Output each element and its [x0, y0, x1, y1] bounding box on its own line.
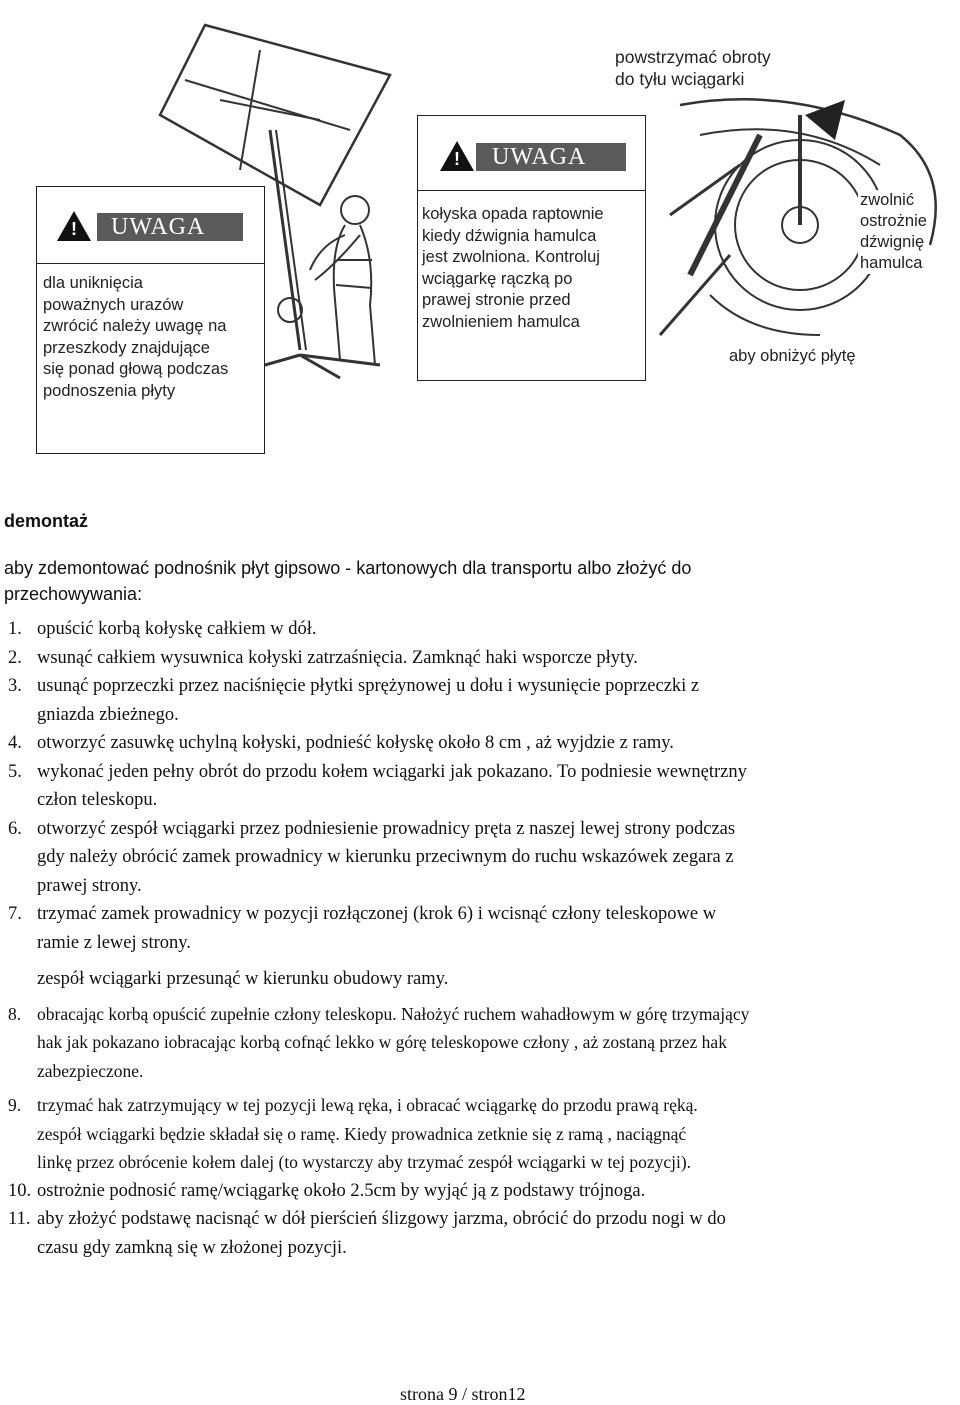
list-item: 11. aby złożyć podstawę nacisnąć w dół pierścień ślizgowy jarzma, obrócić do przodu nogi w do czasu gdy zamkną się w złożonej pozycji.	[8, 1209, 726, 1258]
warning-text: dla uniknięcia poważnych urazów zwrócić należy uwagę na przeszkody znajdujące się ponad głową podczas podnoszenia płyty	[43, 274, 229, 400]
top-note: powstrzymać obroty do tyłu wciągarki	[615, 47, 771, 89]
list-item: 5. wykonać jeden pełny obrót do przodu kołem wciągarki jak pokazano. To podniesie wewnętrzny człon teleskopu.	[8, 761, 747, 810]
warning-triangle-icon: !	[440, 141, 474, 171]
warning-title: UWAGA	[492, 143, 587, 170]
warning-header	[476, 143, 626, 171]
list-item: 2. wsunąć całkiem wysuwnica kołyski zatrzaśnięcia. Zamknąć haki wsporcze płyty.	[8, 647, 638, 668]
steps-list	[8, 615, 948, 1262]
list-item: 3. usunąć poprzeczki przez naciśnięcie płytki sprężynowej u dołu i wysunięcie poprzeczki z gniazda zbieżnego.	[8, 676, 700, 725]
lower-plate-caption: aby obniżyć płytę	[726, 346, 859, 367]
warning-title: UWAGA	[111, 213, 206, 240]
warning-header	[97, 213, 243, 241]
warning-box-middle	[417, 115, 646, 381]
list-item: 9. trzymać hak zatrzymujący w tej pozycji lewą ręka, i obracać wciągarkę do przodu prawą ręką. zespół wciągarki będzie składał się o ramę. Kiedy prowadnica zetknie się z ramą , naciągnąć linkę przez obrócenie kołem dalej (to wystarczy aby trzymać zespół wciągarki w tej pozycji).	[8, 1095, 698, 1172]
warning-triangle-icon: !	[57, 211, 91, 241]
warning-text: kołyska opada raptownie kiedy dźwignia hamulca jest zwolniona. Kontroluj wciągarkę rączką po prawej stronie przed zwolnieniem hamulca	[422, 205, 604, 331]
list-item: 4. otworzyć zasuwkę uchylną kołyski, podnieść kołyskę około 8 cm , aż wyjdzie z ramy.	[8, 733, 674, 753]
warning-box-left	[36, 186, 265, 454]
release-brake-caption: zwolnić ostrożnie dźwignię hamulca	[860, 191, 927, 272]
section-title: demontaż	[4, 511, 89, 531]
list-item: 6. otworzyć zespół wciągarki przez podniesienie prowadnicy pręta z naszej lewej strony podczas gdy należy obrócić zamek prowadnicy w kierunku przeciwnym do ruchu wskazówek zegara z prawej strony.	[8, 818, 736, 896]
list-item: 10. ostrożnie podnosić ramę/wciągarkę około 2.5cm by wyjąć ją z podstawy trójnoga.	[8, 1180, 646, 1201]
list-item: 8. obracając korbą opuścić zupełnie człony teleskopu. Nałożyć ruchem wahadłowym w górę trzymający hak jak pokazano iobracając korbą cofnąć lekko w górę teleskopowe człony , aż zostaną przez hak zabezpieczone.	[8, 1003, 750, 1081]
list-item: 1. opuścić korbą kołyskę całkiem w dół.	[8, 619, 317, 639]
list-item: 7. trzymać zamek prowadnicy w pozycji rozłączonej (krok 6) i wcisnąć człony teleskopowe w ramie z lewej strony. zespół wciągarki przesunąć w kierunku obudowy ramy.	[8, 904, 717, 989]
intro-text: aby zdemontować podnośnik płyt gipsowo - kartonowych dla transportu albo złożyć do przechowywania:	[4, 558, 692, 604]
page-number: strona 9 / stron12	[400, 1384, 526, 1404]
